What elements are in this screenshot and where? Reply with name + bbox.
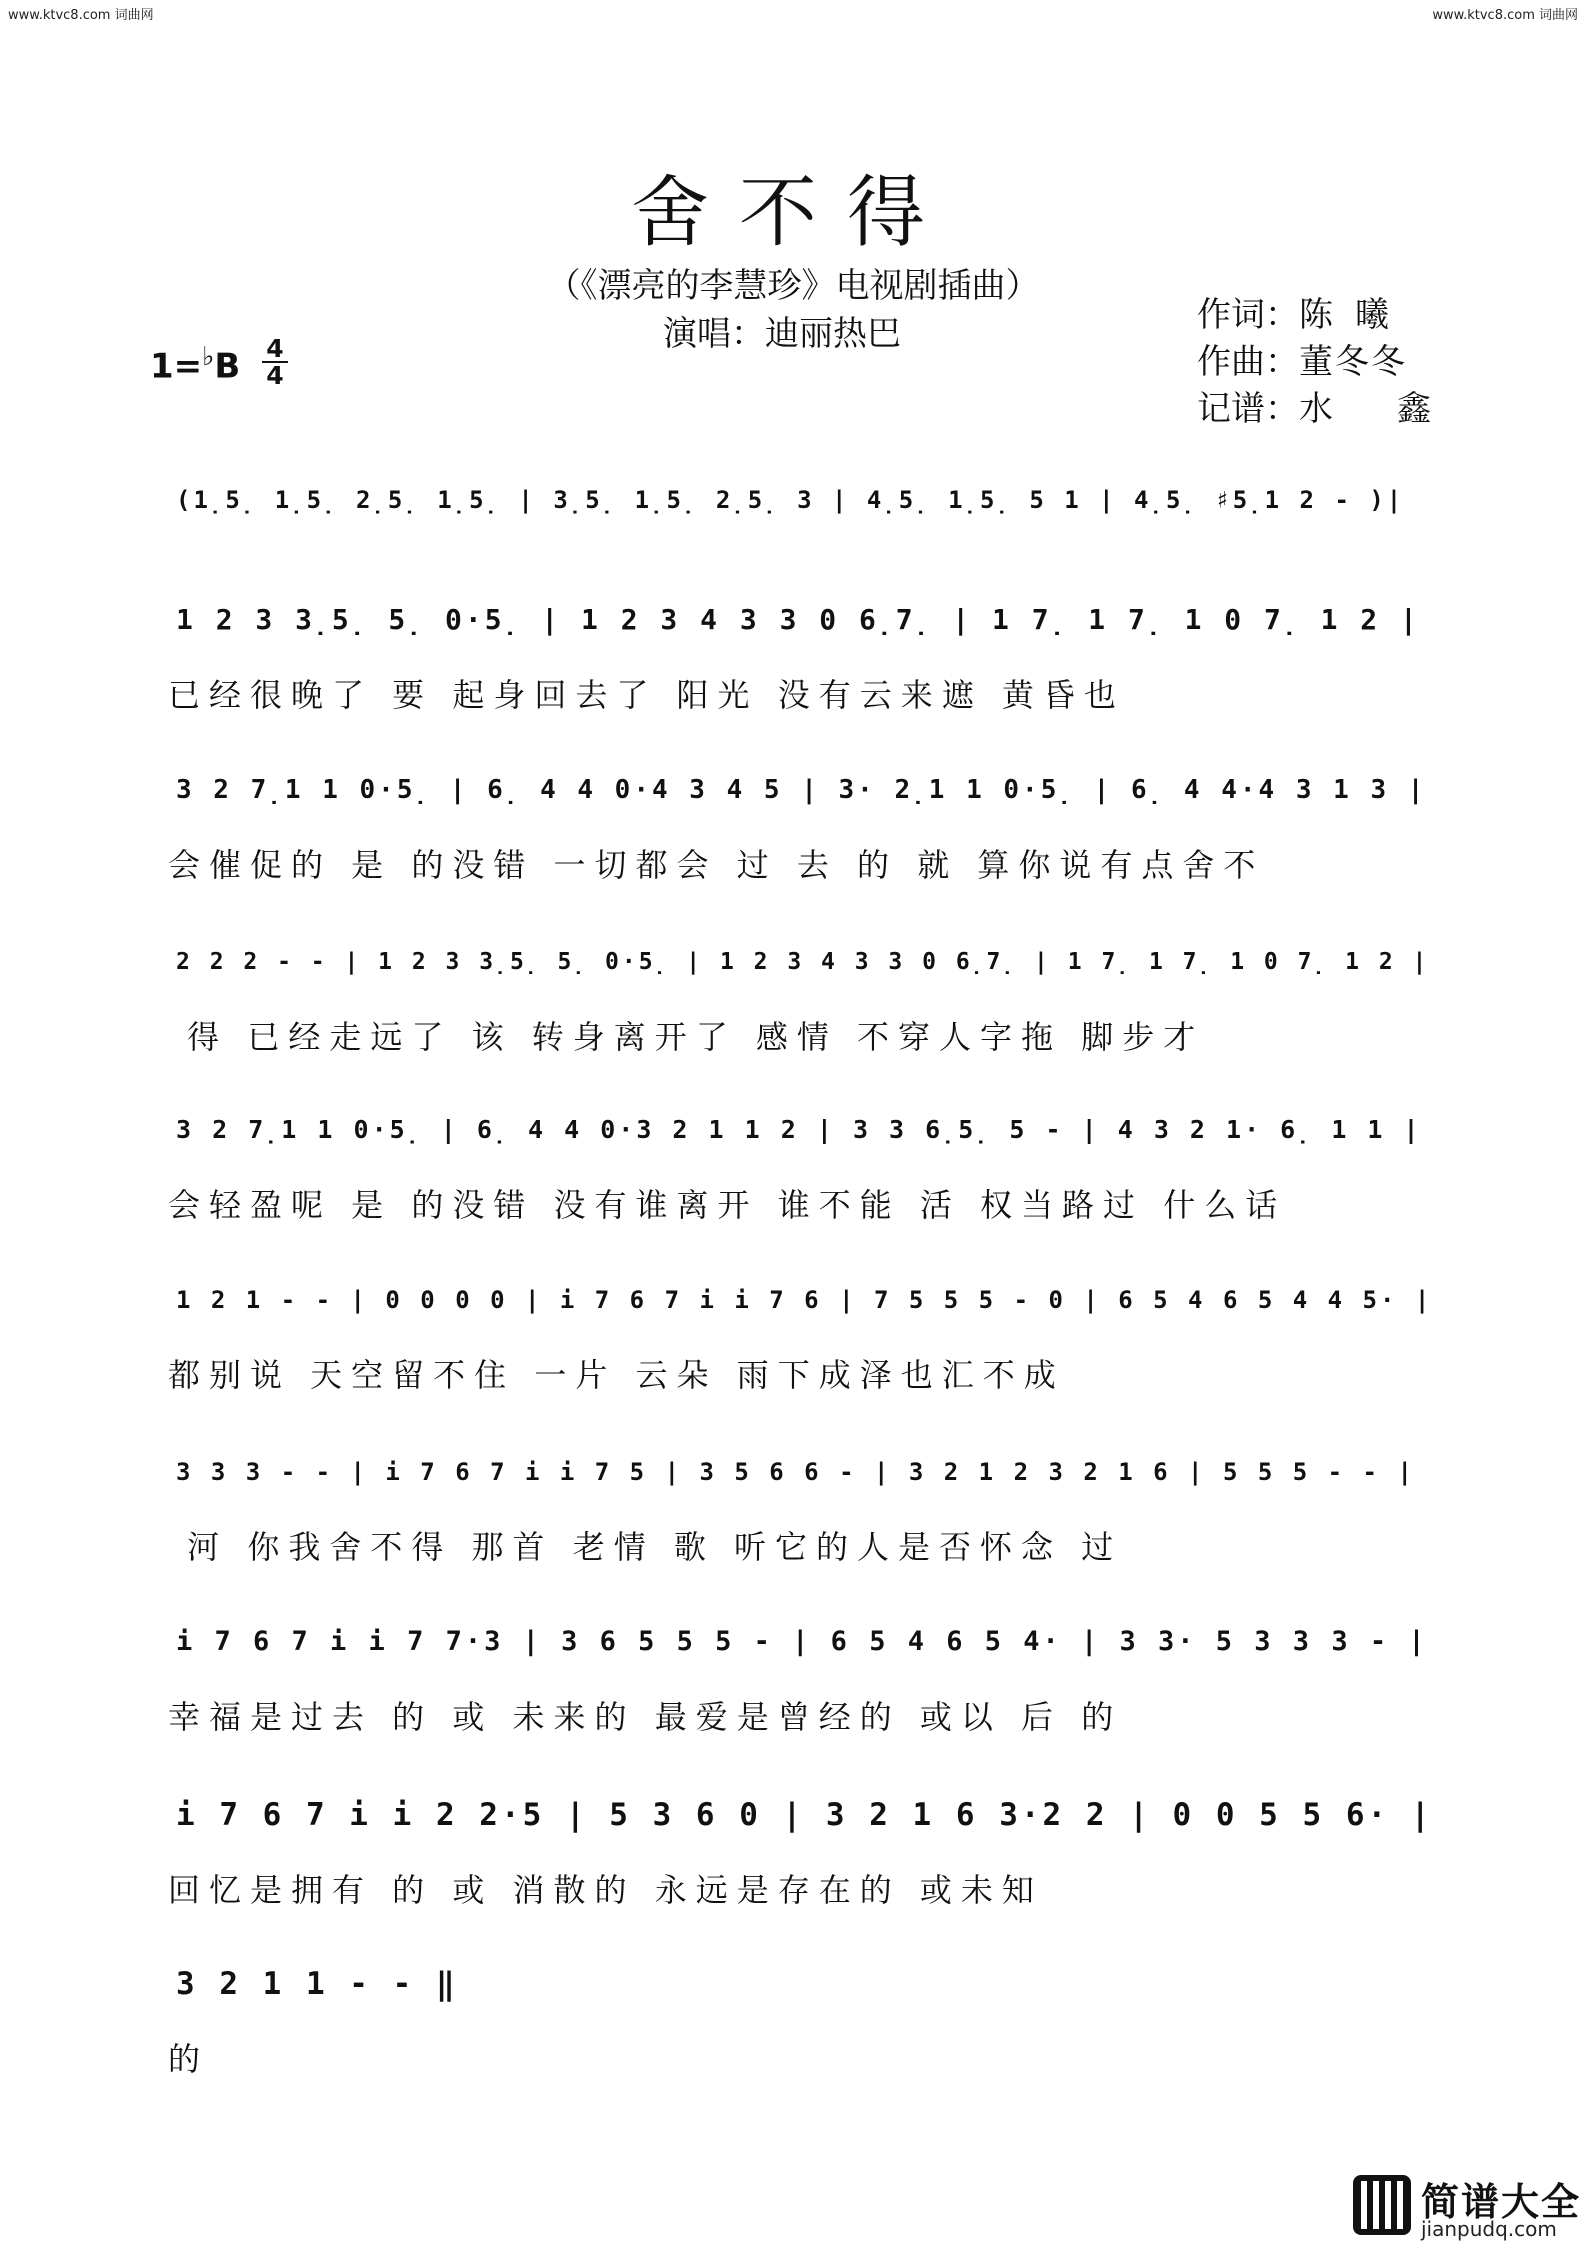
notation-text: i 7 6 7 i i 2 2·5 | 5 3 6 0 | 3 2 1 6 3·2 2 | 0 0 5 5 6· | [176, 1797, 1433, 1833]
key-prefix: 1= [150, 346, 203, 387]
notation-line [168, 768, 1438, 848]
notation-text: 2 2 2 - - | 1 2 3 3̣5̣ 5̣ 0·5̣ | 1 2 3 4 3 3 0 6̣7̣ | 1 7̣ 1 7̣ 1 0 7̣ 1 2 | [176, 949, 1430, 975]
lyric-line: 河 你我舍不得 那首 老情 歌 听它的人是否怀念 过 [168, 1528, 1123, 1566]
notation-text: 1 2 3 3̣5̣ 5̣ 0·5̣ | 1 2 3 4 3 3 0 6̣7̣ | 1 7̣ 1 7̣ 1 0 7̣ 1 2 | [176, 603, 1420, 636]
lyric-line: 幸福是过去 的 或 未来的 最爱是曾经的 或以 后 的 [168, 1698, 1123, 1736]
key-note: B [214, 346, 241, 387]
lyric-line: 已经很晚了 要 起身回去了 阳光 没有云来遮 黄昏也 [168, 676, 1125, 714]
lyric-line: 都别说 天空留不住 一片 云朵 雨下成泽也汇不成 [168, 1356, 1065, 1394]
notation-line [168, 1620, 1438, 1700]
lyric-line: 回忆是拥有 的 或 消散的 永远是存在的 或未知 [168, 1871, 1043, 1909]
notation-line [168, 1278, 1438, 1358]
lyric-line: 的 [168, 2040, 210, 2078]
notation-line [168, 1108, 1438, 1188]
notation-text: 3 2 7̣1 1 0·5̣ | 6̣ 4 4 0·4 3 4 5 | 3· 2̣1 1 0·5̣ | 6̣ 4 4·4 3 1 3 | [176, 775, 1427, 805]
credit-composer [1197, 339, 1495, 386]
notation-text: 3 2 1 1 - - ‖ [176, 1966, 458, 2002]
notation-text: 3 3 3 - - | i 7 6 7 i i 7 5 | 3 5 6 6 - | 3 2 1 2 3 2 1 6 | 5 5 5 - - | [176, 1458, 1415, 1486]
notation-line [168, 1962, 1438, 2042]
piano-keys-icon [1353, 2175, 1411, 2235]
time-signature [262, 336, 288, 388]
song-subtitle: （《漂亮的李慧珍》电视剧插曲） [546, 266, 1040, 306]
notation-line [168, 1793, 1438, 1873]
singer-credit: 演唱：迪丽热巴 [663, 314, 901, 354]
credits-block [1197, 292, 1495, 433]
site-watermark-left: www.ktvc8.com 词曲网 [8, 8, 154, 23]
notation-line [168, 940, 1438, 1020]
credit-value: 水鑫 [1299, 389, 1495, 429]
song-title: 舍不得 [630, 168, 955, 258]
notation-line [168, 1450, 1438, 1530]
logo-url: jianpudq.com [1421, 2217, 1557, 2241]
notation-line [168, 598, 1438, 678]
notation-text: i 7 6 7 i i 7 7·3 | 3 6 5 5 5 - | 6 5 4 6 5 4· | 3 3· 5 3 3 3 - | [176, 1626, 1428, 1657]
credit-value: 董冬冬 [1299, 342, 1407, 382]
lyric-line: 会催促的 是 的没错 一切都会 过 去 的 就 算你说有点舍不 [168, 846, 1265, 884]
credit-label: 作词： [1197, 295, 1299, 335]
site-logo [1341, 2163, 1586, 2245]
notation-text: 3 2 7̣1 1 0·5̣ | 6̣ 4 4 0·3 2 1 1 2 | 3 3 6̣5̣ 5 - | 4 3 2 1· 6̣ 1 1 | [176, 1115, 1422, 1144]
credit-transcriber [1197, 386, 1495, 433]
notation-line [168, 478, 1438, 558]
credit-label: 作曲： [1197, 342, 1299, 382]
site-watermark-right: www.ktvc8.com 词曲网 [1432, 8, 1578, 23]
credit-label: 记谱： [1197, 389, 1299, 429]
key-signature [150, 342, 240, 386]
notation-text: (1̣5̣ 1̣5̣ 2̣5̣ 1̣5̣ | 3̣5̣ 1̣5̣ 2̣5̣ 3 | 4̣5̣ 1̣5̣ 5 1 | 4̣5̣ ♯5̣1 2 - )| [176, 486, 1405, 514]
time-denominator: 4 [266, 361, 284, 390]
time-numerator: 4 [262, 336, 288, 363]
notation-text: 1 2 1 - - | 0 0 0 0 | i 7 6 7 i i 7 6 | 7 5 5 5 - 0 | 6 5 4 6 5 4 4 5· | [176, 1286, 1433, 1314]
lyric-line: 得 已经走远了 该 转身离开了 感情 不穿人字拖 脚步才 [168, 1018, 1205, 1056]
credit-lyricist [1197, 292, 1495, 339]
logo-brand: 简谱大全 [1421, 2180, 1582, 2224]
lyric-line: 会轻盈呢 是 的没错 没有谁离开 谁不能 活 权当路过 什么话 [168, 1186, 1287, 1224]
flat-sign: ♭ [202, 342, 215, 372]
credit-value: 陈曦 [1299, 295, 1411, 335]
